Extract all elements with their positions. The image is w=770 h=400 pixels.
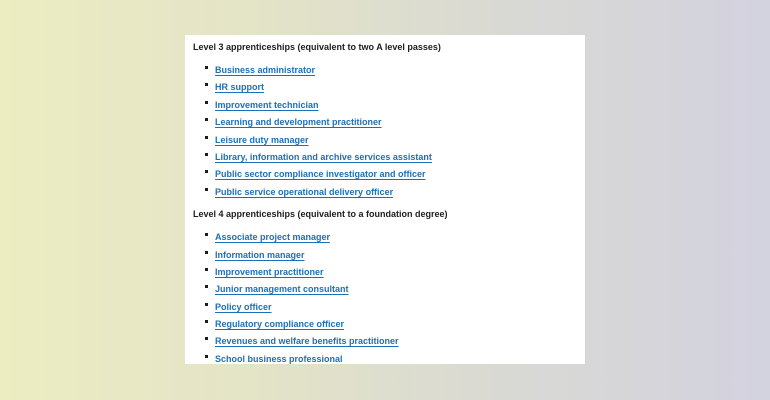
list-item xyxy=(205,62,577,79)
bullet-icon xyxy=(205,118,208,121)
bullet-icon xyxy=(205,268,208,271)
link-associate-project-manager[interactable]: Associate project manager xyxy=(215,232,331,243)
link-operational-delivery-officer[interactable]: Public service operational delivery officer xyxy=(215,186,394,197)
link-improvement-practitioner[interactable]: Improvement practitioner xyxy=(215,266,324,277)
bullet-icon xyxy=(205,136,208,139)
list-item xyxy=(205,281,577,298)
list-item xyxy=(205,132,577,149)
list-item xyxy=(205,299,577,316)
bullet-icon xyxy=(205,320,208,323)
bullet-icon xyxy=(205,251,208,254)
level-3-list xyxy=(193,62,577,201)
link-school-business-professional[interactable]: School business professional xyxy=(215,353,343,364)
level-3-heading: Level 3 apprenticeships (equivalent to two A level passes) xyxy=(193,42,441,52)
list-item xyxy=(205,229,577,246)
bullet-icon xyxy=(205,285,208,288)
content-panel xyxy=(185,35,585,364)
list-item xyxy=(205,97,577,114)
bullet-icon xyxy=(205,101,208,104)
level-4-heading: Level 4 apprenticeships (equivalent to a foundation degree) xyxy=(193,209,448,220)
bullet-icon xyxy=(205,66,208,69)
bullet-icon xyxy=(205,83,208,86)
list-item xyxy=(205,333,577,350)
list-item xyxy=(205,316,577,333)
link-leisure-duty-manager[interactable]: Leisure duty manager xyxy=(215,134,309,145)
link-information-manager[interactable]: Information manager xyxy=(215,249,305,260)
bullet-icon xyxy=(205,233,208,236)
bullet-icon xyxy=(205,337,208,340)
bullet-icon xyxy=(205,303,208,306)
link-improvement-technician[interactable]: Improvement technician xyxy=(215,99,319,110)
level-4-list xyxy=(193,229,577,364)
bullet-icon xyxy=(205,188,208,191)
link-junior-management-consultant[interactable]: Junior management consultant xyxy=(215,284,349,295)
list-item xyxy=(205,79,577,96)
bullet-icon xyxy=(205,355,208,358)
bullet-icon xyxy=(205,170,208,173)
link-compliance-investigator[interactable]: Public sector compliance investigator and officer xyxy=(215,169,426,180)
link-learning-development-practitioner[interactable]: Learning and development practitioner xyxy=(215,117,382,128)
list-item xyxy=(205,166,577,183)
list-item xyxy=(205,264,577,281)
link-policy-officer[interactable]: Policy officer xyxy=(215,301,272,312)
list-item xyxy=(205,351,577,364)
link-revenues-welfare-practitioner[interactable]: Revenues and welfare benefits practitioner xyxy=(215,336,399,347)
link-regulatory-compliance-officer[interactable]: Regulatory compliance officer xyxy=(215,319,345,330)
bullet-icon xyxy=(205,153,208,156)
list-item xyxy=(205,184,577,201)
link-hr-support[interactable]: HR support xyxy=(215,82,264,93)
list-item xyxy=(205,114,577,131)
list-item xyxy=(205,149,577,166)
link-business-administrator[interactable]: Business administrator xyxy=(215,65,316,75)
list-item xyxy=(205,247,577,264)
link-library-archive-assistant[interactable]: Library, information and archive services assistant xyxy=(215,151,432,162)
